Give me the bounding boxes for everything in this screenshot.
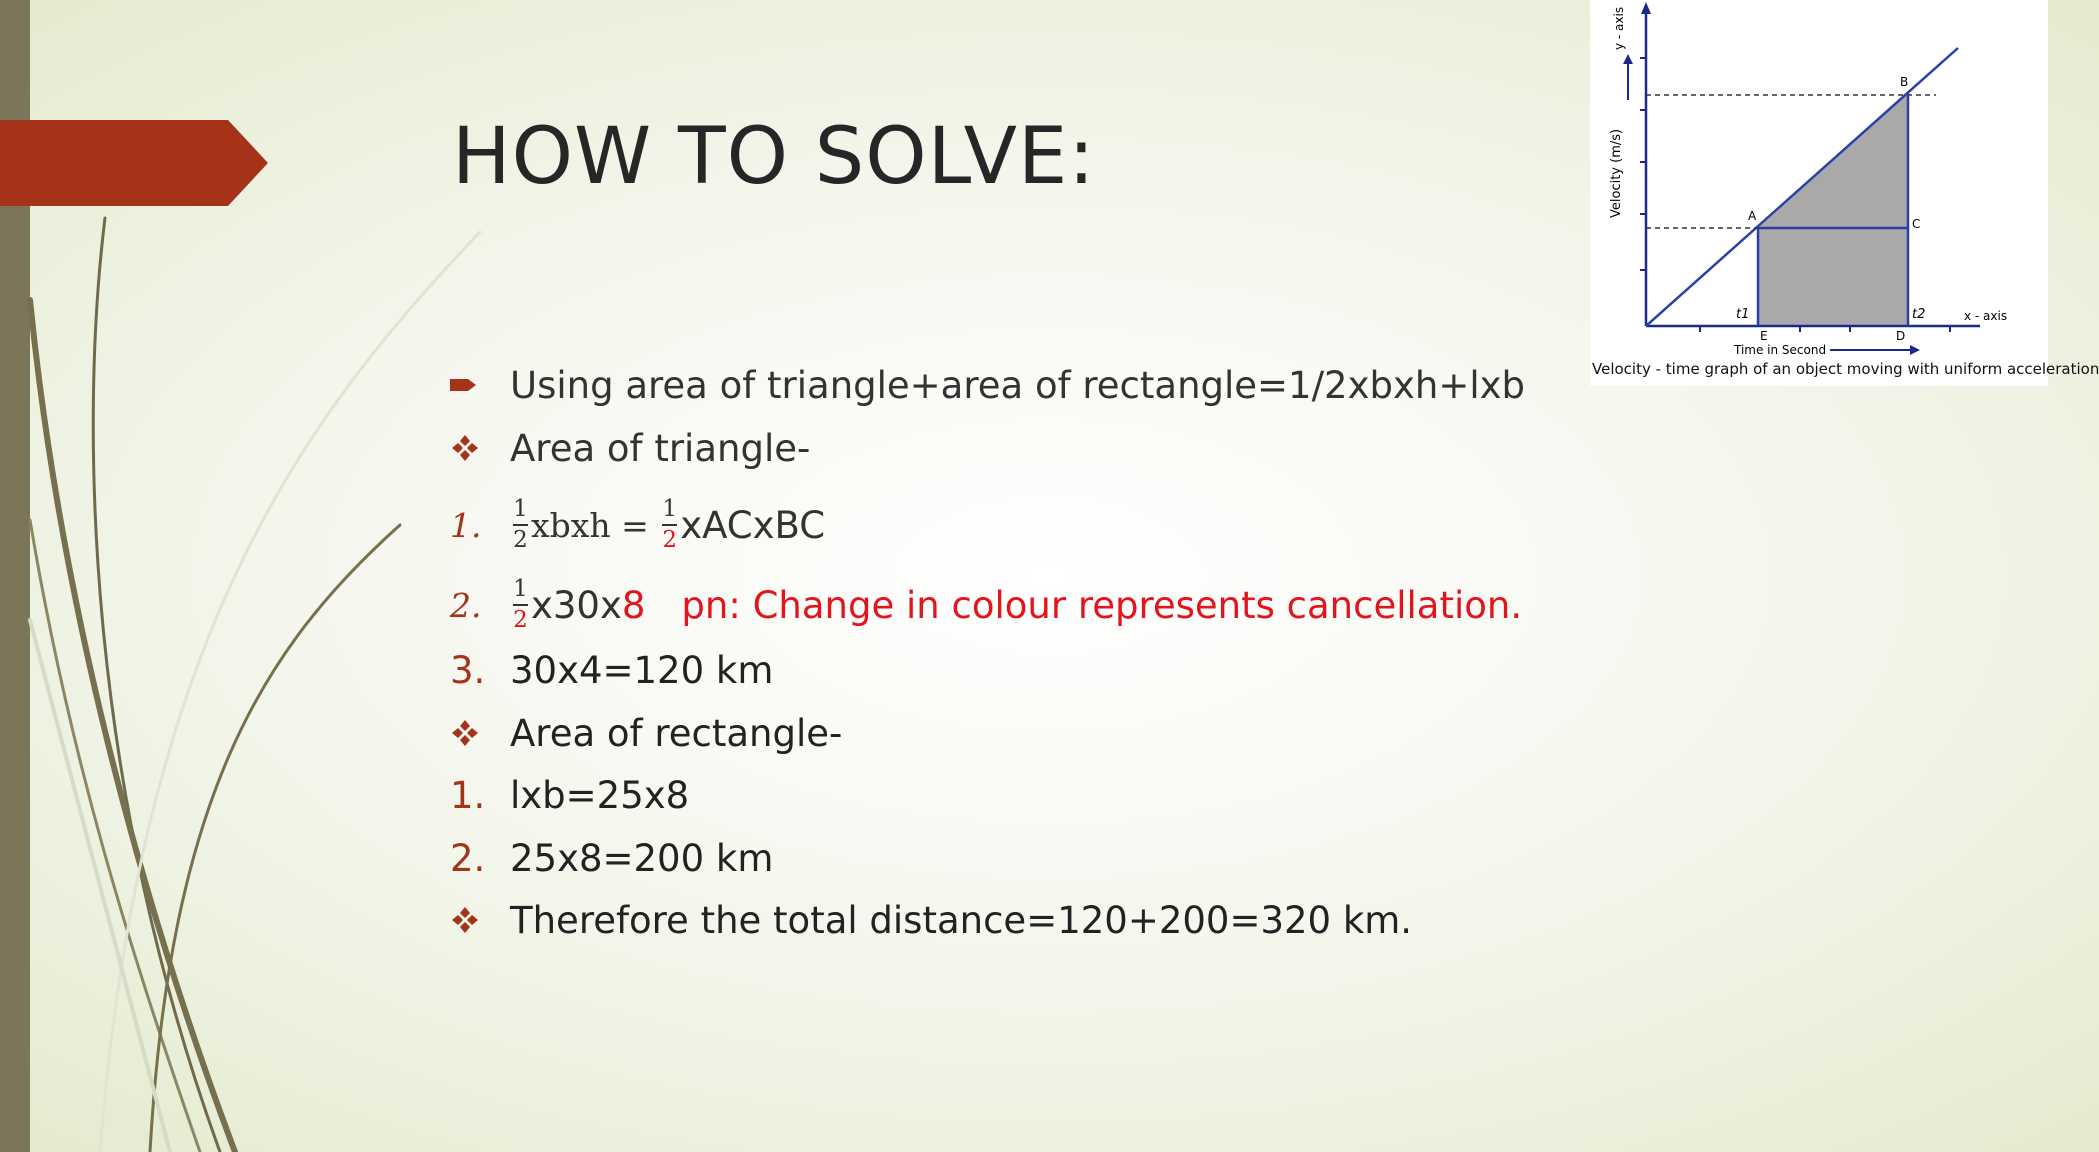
equation-left: xbxh = [531,505,660,545]
numbered-line-triangle-2 [450,570,1522,640]
title-accent-arrow [0,120,270,206]
bullet-line-formula [450,355,1525,415]
line-text: Area of triangle- [510,426,811,470]
line-number: 2. [450,836,486,880]
cancelled-value: 8 [621,583,646,627]
slide-title: HOW TO SOLVE: [452,112,1096,202]
line-text: 25x8=200 km [510,836,774,880]
line-text: lxb=25x8 [510,773,690,817]
x-axis-title: Time in Second [1734,343,1827,357]
bullet-line-triangle-heading [450,418,810,478]
line-number: 1. [450,773,486,817]
figure-caption: Velocity - time graph of an object moving with uniform acceleration [1592,360,2099,378]
bullet-line-rectangle-heading [450,703,842,763]
x-axis-label: x - axis [1964,309,2008,323]
numbered-line-triangle-3 [450,640,773,700]
line-equation [510,578,1522,632]
line-number: 3. [450,648,486,692]
time-t2-label: t2 [1912,307,1926,322]
time-t1-label: t1 [1736,307,1750,322]
point-d-label: D [1896,329,1906,343]
numbered-line-rectangle-2 [450,828,773,888]
line-text: Area of rectangle- [510,711,843,755]
velocity-time-graph [1590,0,2099,386]
point-a-label: A [1748,209,1757,223]
point-c-label: C [1912,217,1921,231]
y-axis-arrowhead [1641,2,1651,14]
fraction-half-red: $\frac{1}{2}$ [662,496,678,553]
line-text: Using area of triangle+area of rectangle=1/2xbxh+lxb [510,363,1525,407]
numbered-line-triangle-1 [450,490,825,560]
diamond-bullet-icon [450,433,500,463]
rectangle-area [1758,228,1908,326]
line-number: 2. [450,585,482,625]
y-axis-title: Velocity (m/s) [1609,128,1624,218]
fraction-half: $\frac{1}{2}$ [513,496,528,553]
arrow-bullet-icon [450,374,500,396]
line-equation [510,498,825,552]
fraction-half-red: $\frac{1}{2}$ [513,576,528,633]
numbered-line-rectangle-1 [450,765,689,825]
y-axis-label: y - axis [1612,6,1626,50]
line-text: Therefore the total distance=120+200=320 km. [510,898,1413,942]
line-text: 30x4=120 km [510,648,774,692]
point-e-label: E [1760,329,1768,343]
equation-text: x30x [531,583,622,627]
diamond-bullet-icon [450,718,500,748]
diamond-bullet-icon [450,905,500,935]
equation-right: xACxBC [680,503,826,547]
line-number: 1. [450,505,482,545]
point-b-label: B [1900,75,1909,89]
cancellation-note: pn: Change in colour represents cancellation. [681,583,1523,627]
bullet-line-total [450,890,1412,950]
